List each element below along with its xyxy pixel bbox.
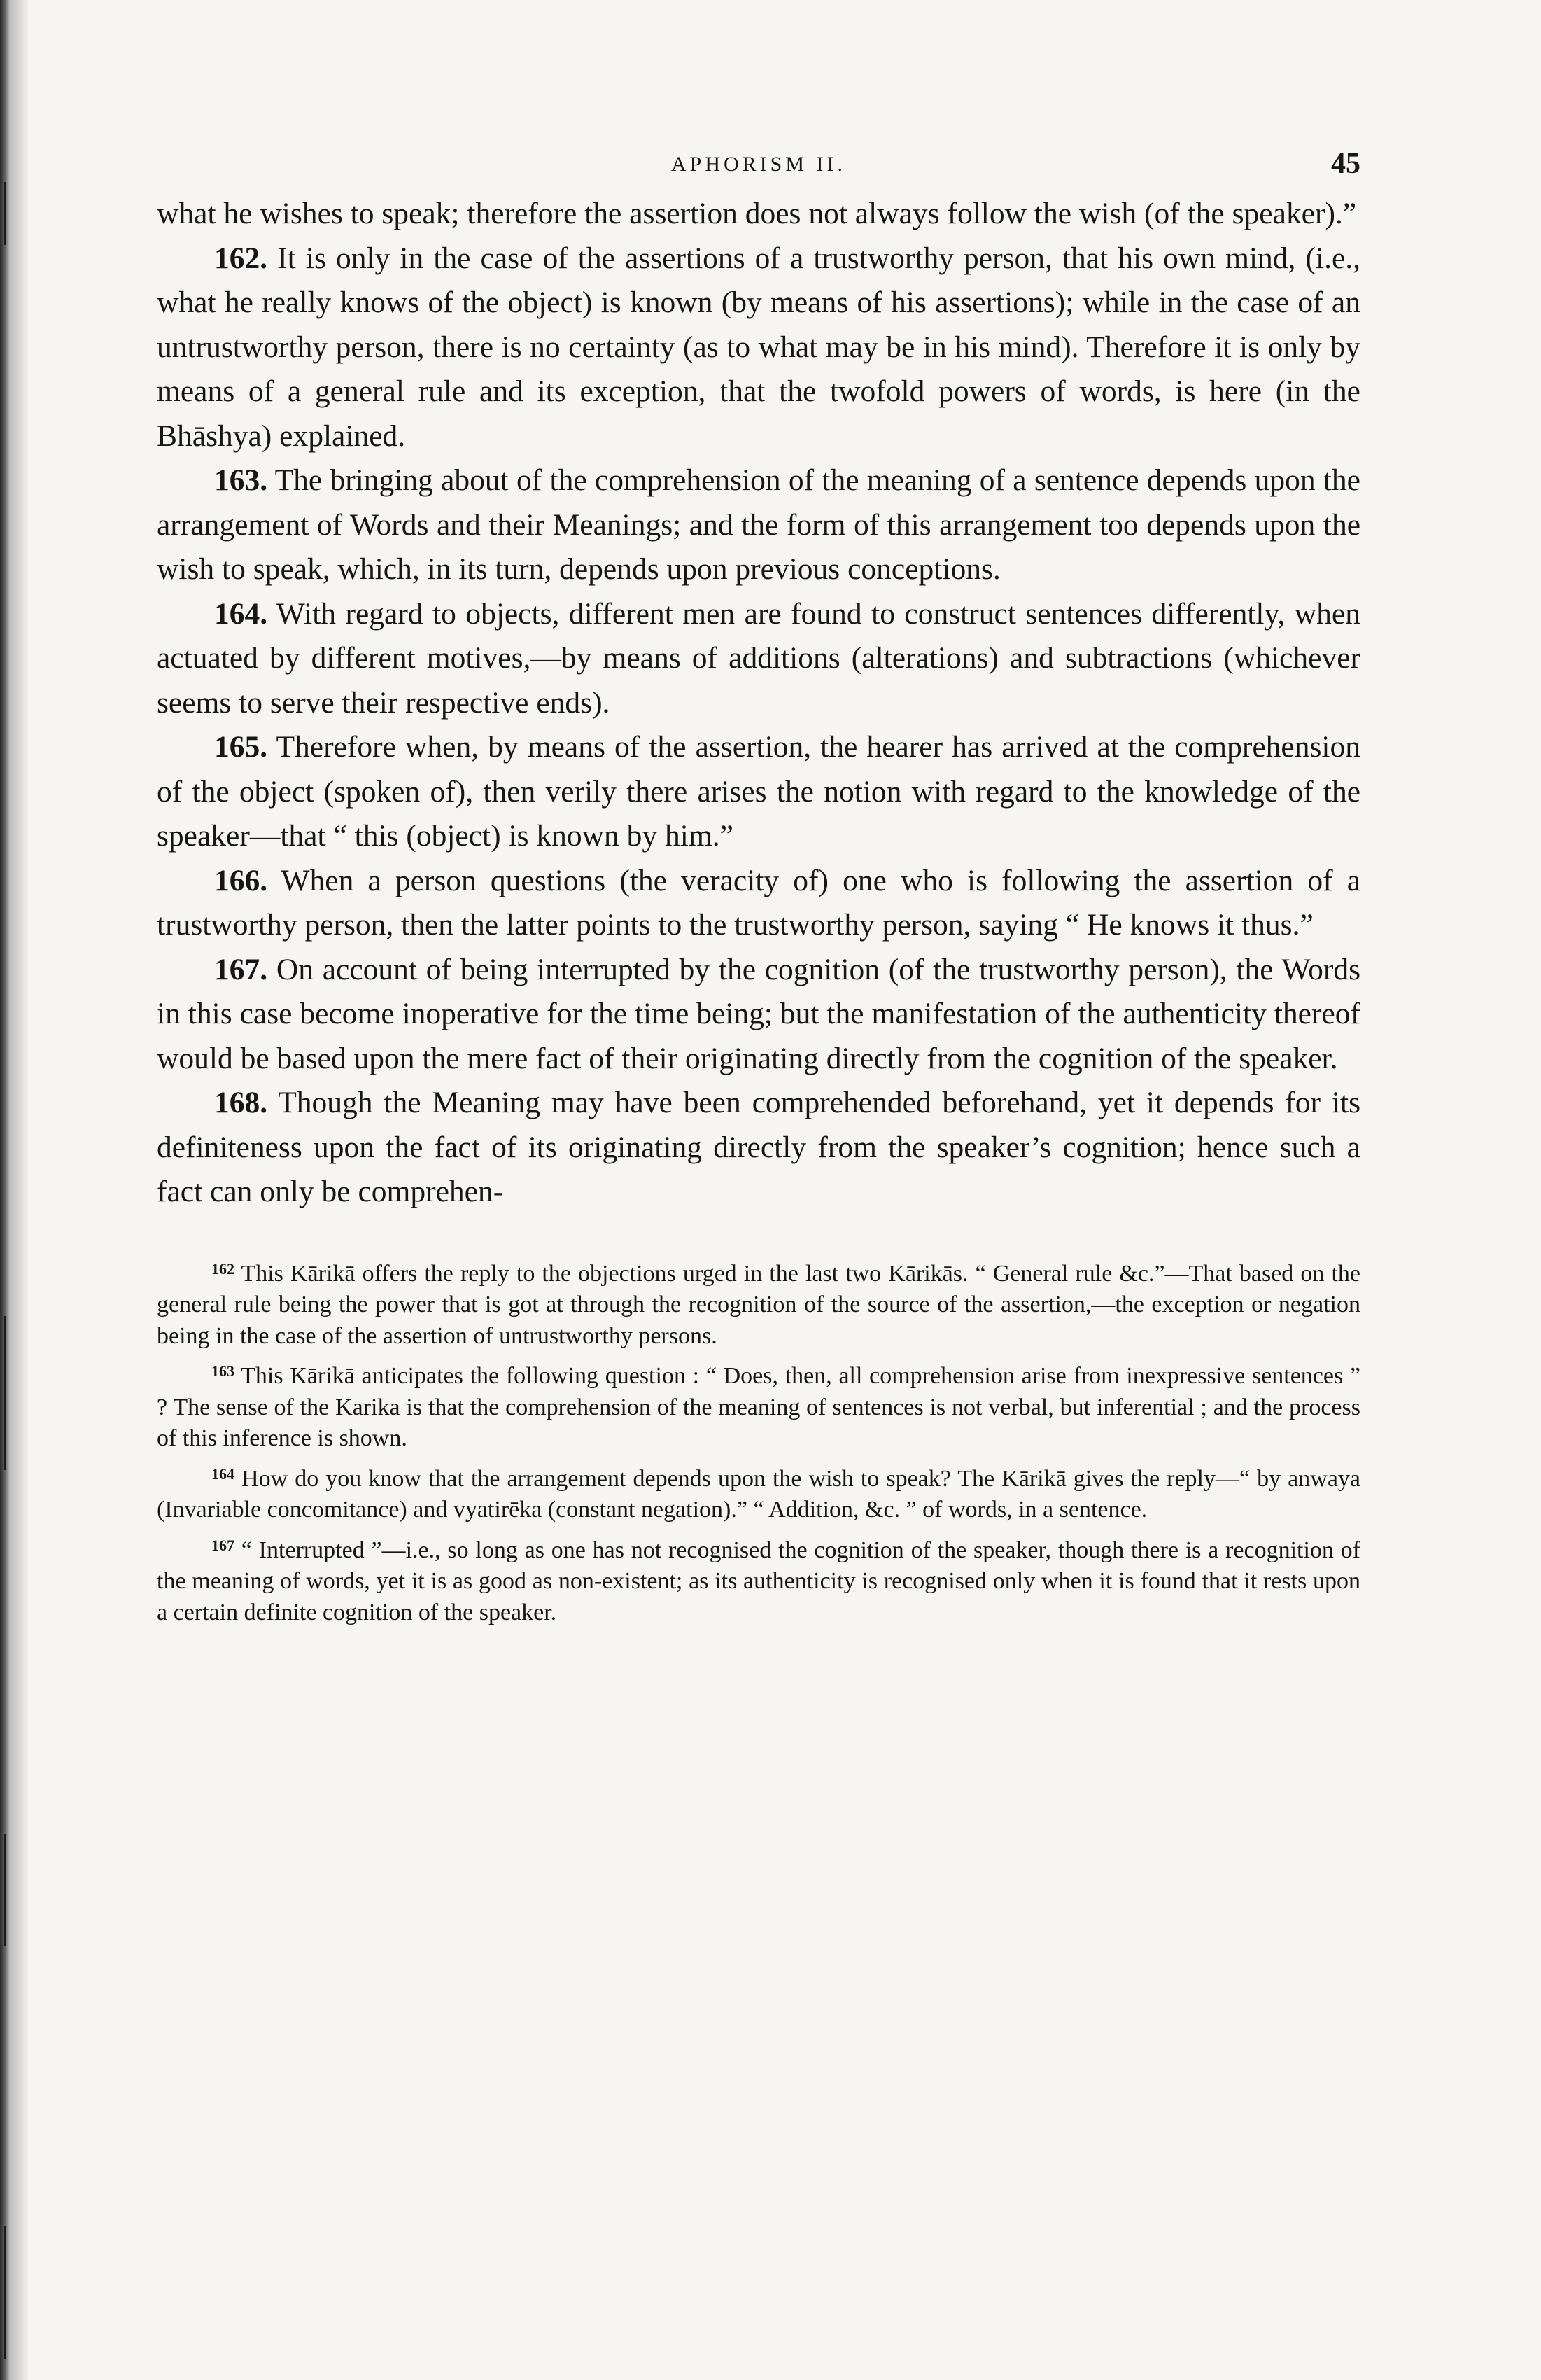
paragraph-167: [157, 948, 1360, 1082]
paragraph-continued: [157, 192, 1360, 237]
page-number: 45: [1331, 148, 1360, 180]
footnote-162: [157, 1254, 1360, 1352]
paragraph-number: 163.: [214, 463, 268, 497]
footnote-text: This Kārikā anticipates the following question : “ Does, then, all comprehension arise from inexpressive sentences ” ? The sense of the Karika is that the comprehension of the meaning of sentences is not verbal, but inferential ; and the process of this inference is shown.: [157, 1363, 1360, 1451]
paragraph-165: [157, 725, 1360, 859]
paragraph-164: [157, 592, 1360, 726]
paragraph-text: It is only in the case of the assertions of a trustworthy person, that his own mind, (i.e., what he really knows of the object) is known (by means of his assertions); while in the case of an untrustworthy person, there is no certainty (as to what may be in his mind). Therefore it is only by means of a general rule and its exception, that the twofold powers of words, is here (in the Bhāshya) explained.: [157, 241, 1361, 453]
footnote-number: 167: [211, 1536, 234, 1554]
footnote-text: How do you know that the arrangement depends upon the wish to speak? The Kārikā gives the reply—“ by anwaya (Invariable concomitance) and vyatirēka (constant negation).” “ Addition, &c. ” of words, in a sentence.: [157, 1465, 1361, 1522]
paragraph-166: [157, 859, 1360, 948]
book-spine-shadow: [0, 0, 28, 2380]
paragraph-number: 165.: [214, 730, 268, 764]
footnote-text: This Kārikā offers the reply to the objections urged in the last two Kārikās. “ General rule &c.”—That based on the general rule being the power that is got at through the recognition of the source of the assertion,—the exception or negation being in the case of the assertion of untrustworthy persons.: [157, 1260, 1360, 1349]
paragraph-163: [157, 458, 1360, 592]
page-header: [157, 147, 1360, 189]
paragraph-number: 166.: [214, 863, 268, 897]
footnote-164: [157, 1459, 1360, 1526]
paragraph-number: 168.: [214, 1086, 268, 1119]
spine-mark: [4, 2226, 6, 2359]
main-text: [157, 192, 1360, 1214]
paragraph-number: 167.: [214, 952, 268, 986]
footnotes: [157, 1254, 1360, 1629]
running-title: APHORISM II.: [670, 153, 847, 176]
footnote-number: 164: [211, 1464, 234, 1483]
book-page: [157, 147, 1360, 1632]
paragraph-text: The bringing about of the comprehension of the meaning of a sentence depends upon the arrangement of Words and their Meanings; and the form of this arrangement too depends upon the wish to speak, which, in its turn, depends upon previous conceptions.: [157, 463, 1360, 586]
spine-mark: [4, 182, 6, 245]
footnote-text: “ Interrupted ”—i.e., so long as one has not recognised the cognition of the speaker, though there is a recognition of the meaning of words, yet it is as good as non-existent; as its authenticity is recognised only when it is found that it rests upon a certain definite cognition of the speaker.: [157, 1536, 1361, 1625]
paragraph-number: 164.: [214, 596, 268, 631]
paragraph-168: [157, 1081, 1360, 1214]
paragraph-text: what he wishes to speak; therefore the assertion does not always follow the wish (of the speaker).”: [157, 197, 1357, 230]
paragraph-162: [157, 237, 1360, 459]
paragraph-text: With regard to objects, different men are found to construct sentences differently, when actuated by different motives,—by means of additions (alterations) and subtractions (whichever seems to serve their respective ends).: [157, 596, 1360, 720]
spine-mark: [4, 1316, 6, 1470]
paragraph-text: Therefore when, by means of the assertion, the hearer has arrived at the comprehension of the object (spoken of), then verily there arises the notion with regard to the knowledge of the speaker—that “ this (object) is known by him.”: [157, 730, 1360, 853]
paragraph-number: 162.: [214, 241, 268, 275]
paragraph-text: Though the Meaning may have been comprehended beforehand, yet it depends for its definiteness upon the fact of its originating directly from the speaker’s cognition; hence such a fact can only be comprehen-: [157, 1086, 1360, 1208]
spine-mark: [4, 1834, 6, 1946]
footnote-number: 163: [211, 1362, 234, 1380]
paragraph-text: When a person questions (the veracity of) one who is following the assertion of a trustworthy person, then the latter points to the trustworthy person, saying “ He knows it thus.”: [157, 863, 1360, 941]
paragraph-text: On account of being interrupted by the cognition (of the trustworthy person), the Words in this case become inoperative for the time being; but the manifestation of the authenticity thereof would be based upon the mere fact of their originating directly from the cognition of the speaker.: [157, 952, 1361, 1075]
footnote-163: [157, 1356, 1360, 1455]
footnote-167: [157, 1530, 1360, 1629]
footnote-number: 162: [211, 1259, 234, 1278]
